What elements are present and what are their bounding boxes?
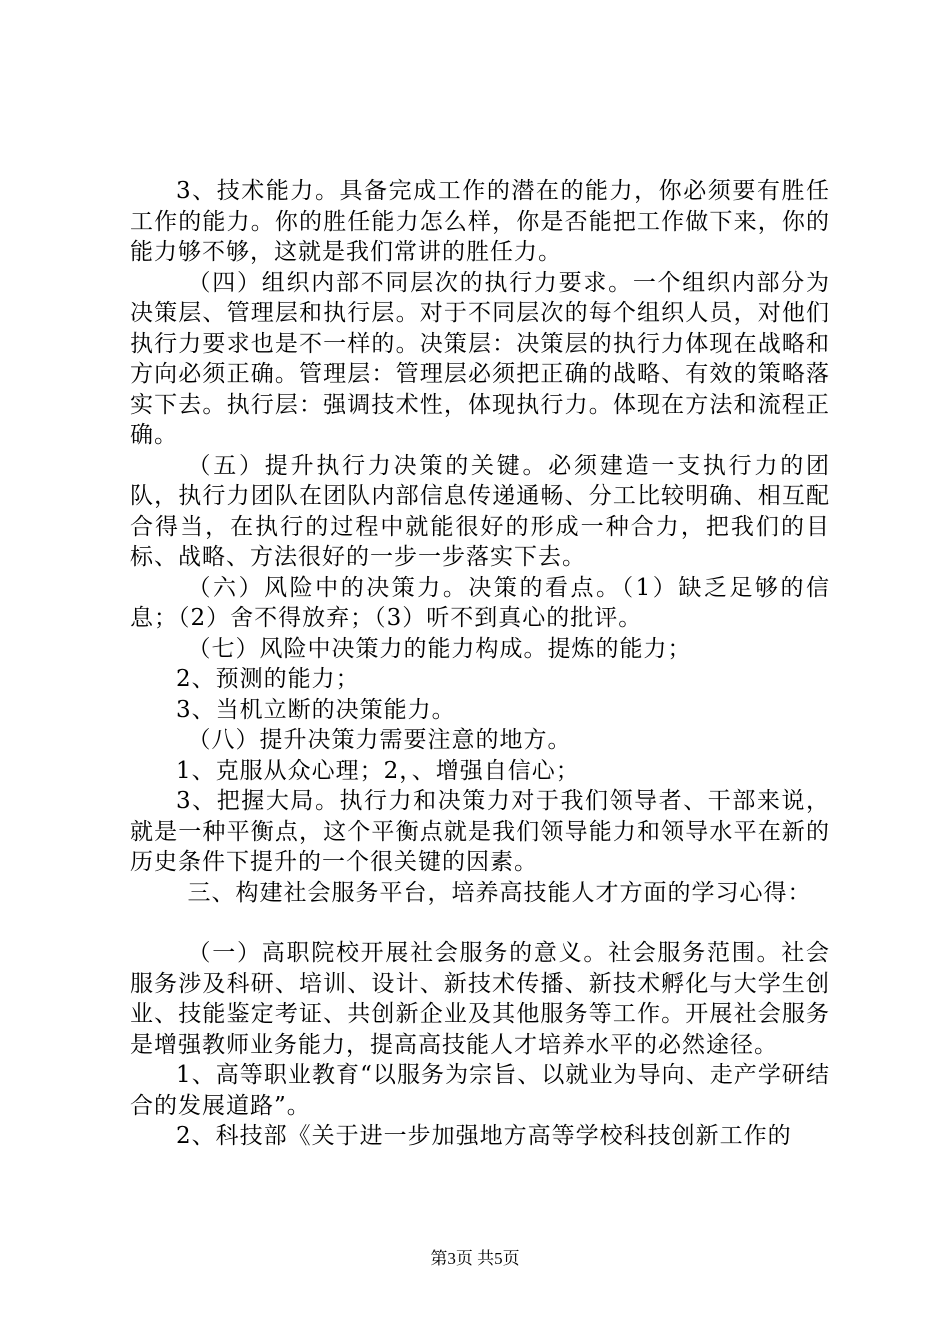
paragraph-tech-ability: 3、技术能力。具备完成工作的潜在的能力，你必须要有胜任工作的能力。你的胜任能力怎么样，你是否能把工作做下来，你的能力够不够，这就是我们常讲的胜任力。 [130, 178, 830, 265]
paragraph-section-4: （四）组织内部不同层次的执行力要求。一个组织内部分为决策层、管理层和执行层。对于不同层次的每个组织人员，对他们执行力要求也是不一样的。决策层：决策层的执行力体现在战略和方向必须正确。管理层：管理层必须把正确的战略、有效的策略落实下去。执行层：强调技术性，体现执行力。体现在方法和流程正确。 [130, 269, 830, 448]
paragraph-item-2-ministry: 2、科技部《关于进一步加强地方高等学校科技创新工作的 [176, 1123, 792, 1149]
page-number-label: 第3页 共5页 [430, 1249, 520, 1268]
paragraph-section-6: （六）风险中的决策力。决策的看点。（1）缺乏足够的信息；（2）舍不得放弃；（3）听不到真心的批评。 [130, 574, 830, 631]
paragraph-section-7: （七）风险中决策力的能力构成。提炼的能力； [187, 635, 692, 662]
paragraph-section-5: （五）提升执行力决策的关键。必须建造一支执行力的团队，执行力团队在团队内部信息传递通畅、分工比较明确、相互配合得当，在执行的过程中就能很好的形成一种合力，把我们的目标、战略、方法很好的一步一步落实下去。 [130, 452, 830, 570]
paragraph-item-1-education: 1、高等职业教育“以服务为宗旨、以就业为导向、走产学研结合的发展道路”。 [130, 1062, 830, 1119]
document-body [130, 176, 830, 1152]
paragraph-item-3: 3、当机立断的决策能力。 [176, 696, 456, 723]
paragraph-item-2: 2、预测的能力； [176, 666, 360, 692]
page-footer [0, 1244, 950, 1269]
paragraph-item-1-2: 1、克服从众心理；2，、增强自信心； [176, 757, 580, 784]
paragraph-section-1: （一）高职院校开展社会服务的意义。社会服务范围。社会服务涉及科研、培训、设计、新技术传播、新技术孵化与大学生创业、技能鉴定考证、共创新企业及其他服务等工作。开展社会服务是增强教师业务能力，提高高技能人才培养水平的必然途径。 [130, 940, 830, 1058]
section-heading-3: 三、构建社会服务平台，培养高技能人才方面的学习心得： [187, 879, 812, 906]
paragraph-section-8: （八）提升决策力需要注意的地方。 [187, 727, 572, 753]
paragraph-item-3-overall: 3、把握大局。执行力和决策力对于我们领导者、干部来说，就是一种平衡点，这个平衡点就是我们领导能力和领导水平在新的历史条件下提升的一个很关键的因素。 [130, 788, 830, 875]
